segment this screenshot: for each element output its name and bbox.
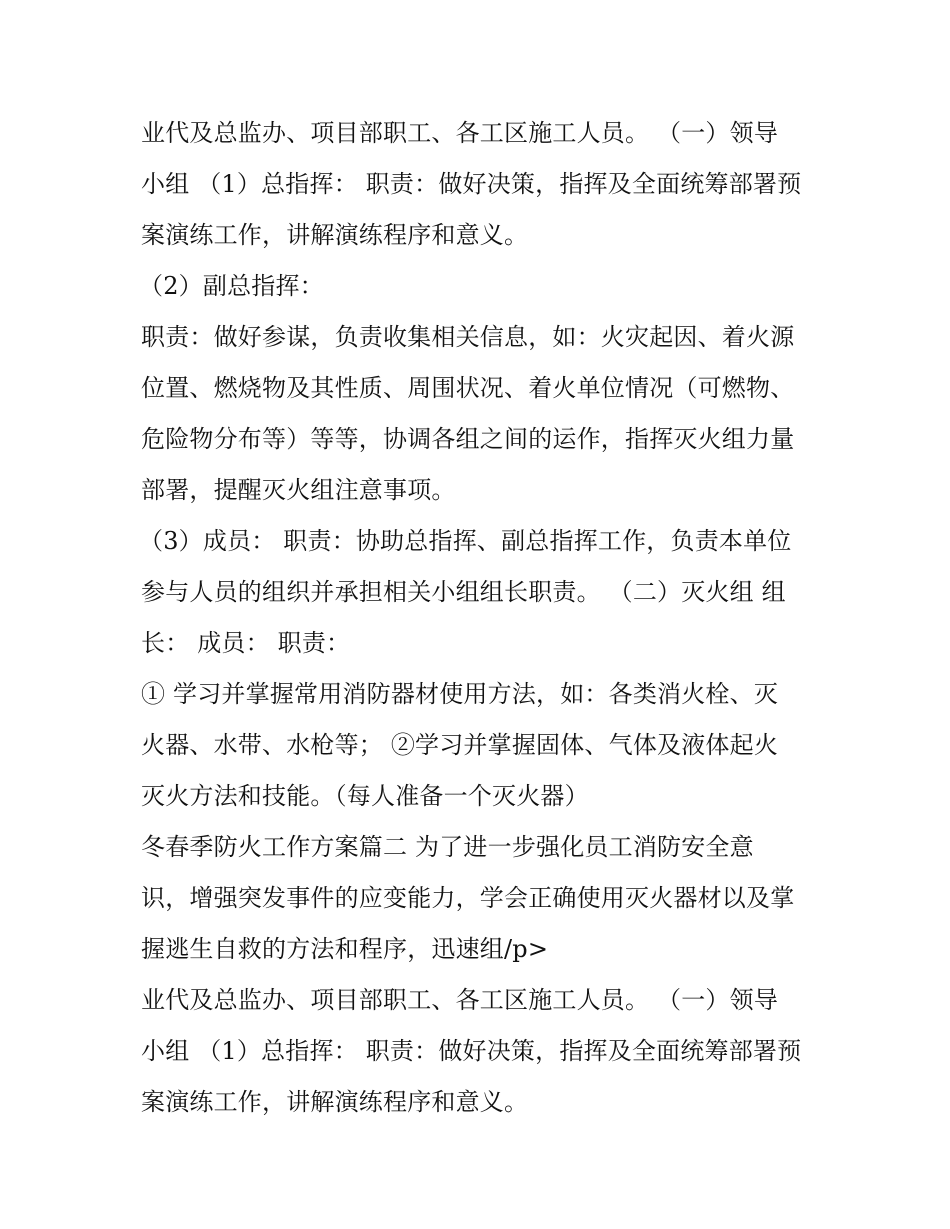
text-line: 小组 （1）总指挥： 职责：做好决策，指挥及全面统筹部署预 (141, 170, 802, 198)
text-line: 位置、燃烧物及其性质、周围状况、着火单位情况（可燃物、 (141, 374, 795, 402)
text-line: （3）成员： 职责：协助总指挥、副总指挥工作，负责本单位 (139, 527, 792, 555)
text-line: 案演练工作，讲解演练程序和意义。 (141, 221, 529, 249)
text-line: 业代及总监办、项目部职工、各工区施工人员。 （一）领导 (141, 119, 779, 147)
document-body (141, 108, 821, 1128)
text-line: （2）副总指挥： (139, 272, 324, 300)
text-line: 识，增强突发事件的应变能力，学会正确使用灭火器材以及掌 (141, 884, 795, 912)
text-line: 小组 （1）总指挥： 职责：做好决策，指挥及全面统筹部署预 (141, 1037, 802, 1065)
text-line: ① 学习并掌握常用消防器材使用方法，如：各类消火栓、灭 (141, 680, 779, 708)
text-line: 部署，提醒灭火组注意事项。 (141, 476, 456, 504)
text-line: 火器、水带、水枪等； ②学习并掌握固体、气体及液体起火 (141, 731, 779, 759)
text-line: 握逃生自救的方法和程序，迅速组/p> (141, 935, 549, 963)
text-line: 危险物分布等）等等，协调各组之间的运作，指挥灭火组力量 (141, 425, 795, 453)
text-line: 业代及总监办、项目部职工、各工区施工人员。 （一）领导 (141, 986, 779, 1014)
text-line: 长： 成员： 职责： (141, 629, 351, 657)
text-line: 冬春季防火工作方案篇二 为了进一步强化员工消防安全意 (141, 833, 754, 861)
text-line: 灭火方法和技能。（每人准备一个灭火器） (141, 782, 589, 810)
text-line: 参与人员的组织并承担相关小组组长职责。 （二）灭火组 组 (141, 578, 786, 606)
text-line: 案演练工作，讲解演练程序和意义。 (141, 1088, 529, 1116)
text-line: 职责：做好参谋，负责收集相关信息，如：火灾起因、着火源 (141, 323, 795, 351)
